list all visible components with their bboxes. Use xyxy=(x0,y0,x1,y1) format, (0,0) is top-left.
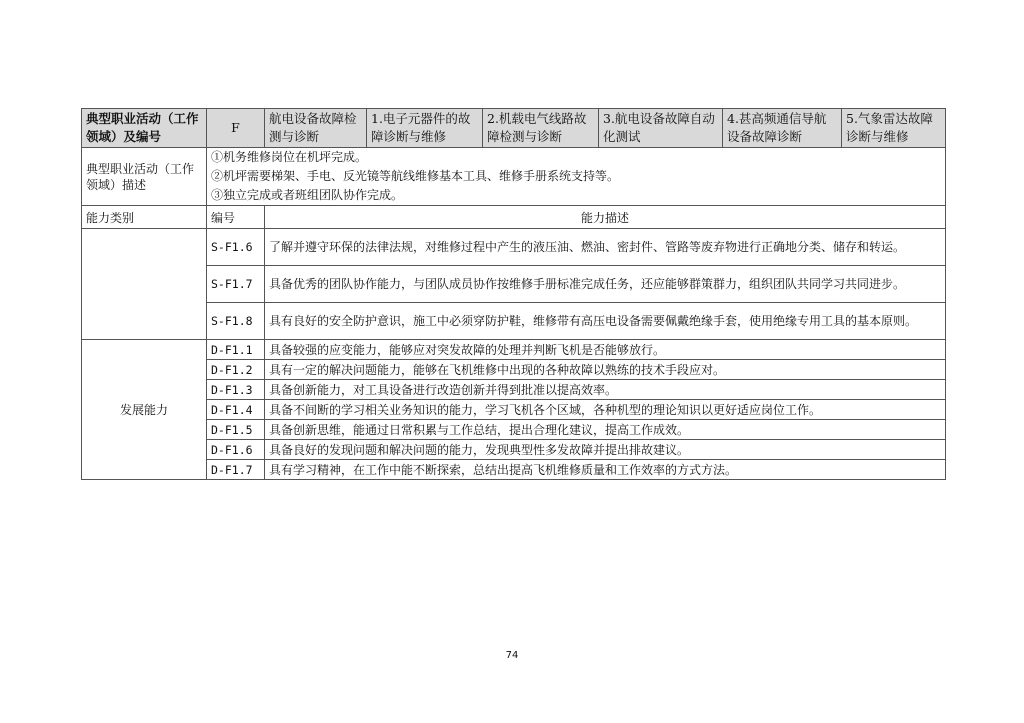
code-header: 编号 xyxy=(207,206,265,229)
activity-label: 典型职业活动（工作领域）及编号 xyxy=(82,109,207,148)
header-row xyxy=(82,109,946,148)
item-code: S-F1.7 xyxy=(207,266,265,303)
item-code: D-F1.4 xyxy=(207,400,265,420)
item-code: D-F1.7 xyxy=(207,460,265,480)
category-header: 能力类别 xyxy=(82,206,207,229)
d-category-cell: 发展能力 xyxy=(82,340,207,480)
task-4: 4.甚高频通信导航设备故障诊断 xyxy=(723,109,842,148)
task-3: 3.航电设备故障自动化测试 xyxy=(599,109,723,148)
item-text: 具备创新思维，能通过日常积累与工作总结，提出合理化建议，提高工作成效。 xyxy=(265,420,946,440)
table-row xyxy=(82,460,946,480)
competency-table xyxy=(81,108,946,480)
table-row xyxy=(82,360,946,380)
item-text: 了解并遵守环保的法律法规，对维修过程中产生的液压油、燃油、密封件、管路等废弃物进行正确地分类、储存和转运。 xyxy=(265,229,946,266)
column-header-row xyxy=(82,206,946,229)
table-row xyxy=(82,400,946,420)
table-row xyxy=(82,303,946,340)
item-code: D-F1.5 xyxy=(207,420,265,440)
table-row xyxy=(82,420,946,440)
description-line: ①机务维修岗位在机坪完成。 xyxy=(211,150,368,164)
item-code: D-F1.6 xyxy=(207,440,265,460)
description-line: ③独立完成或者班组团队协作完成。 xyxy=(211,188,404,202)
table-row xyxy=(82,266,946,303)
item-text: 具有良好的安全防护意识，施工中必须穿防护鞋，维修带有高压电设备需要佩戴绝缘手套，使用绝缘专用工具的基本原则。 xyxy=(265,303,946,340)
description-line: ②机坪需要梯架、手电、反光镜等航线维修基本工具、维修手册系统支持等。 xyxy=(211,169,620,183)
table-row xyxy=(82,229,946,266)
description-header: 能力描述 xyxy=(265,206,946,229)
activity-code: F xyxy=(207,109,265,148)
table-row xyxy=(82,380,946,400)
item-text: 具备创新能力，对工具设备进行改造创新并得到批准以提高效率。 xyxy=(265,380,946,400)
item-code: S-F1.6 xyxy=(207,229,265,266)
page-number: 74 xyxy=(505,650,519,661)
item-text: 具有一定的解决问题能力，能够在飞机维修中出现的各种故障以熟练的技术手段应对。 xyxy=(265,360,946,380)
s-category-cell xyxy=(82,229,207,340)
task-5: 5.气象雷达故障诊断与维修 xyxy=(842,109,946,148)
description-text xyxy=(207,148,946,206)
table-row xyxy=(82,340,946,360)
item-text: 具有学习精神，在工作中能不断探索，总结出提高飞机维修质量和工作效率的方式方法。 xyxy=(265,460,946,480)
table-row xyxy=(82,440,946,460)
item-text: 具备良好的发现问题和解决问题的能力，发现典型性多发故障并提出排故建议。 xyxy=(265,440,946,460)
item-text: 具备不间断的学习相关业务知识的能力，学习飞机各个区域，各种机型的理论知识以更好适应岗位工作。 xyxy=(265,400,946,420)
description-row xyxy=(82,148,946,206)
item-code: D-F1.3 xyxy=(207,380,265,400)
description-label: 典型职业活动（工作领域）描述 xyxy=(82,148,207,206)
task-1: 1.电子元器件的故障诊断与维修 xyxy=(367,109,483,148)
activity-title: 航电设备故障检测与诊断 xyxy=(265,109,367,148)
item-code: D-F1.2 xyxy=(207,360,265,380)
item-text: 具备优秀的团队协作能力，与团队成员协作按维修手册标准完成任务，还应能够群策群力，组织团队共同学习共同进步。 xyxy=(265,266,946,303)
item-code: D-F1.1 xyxy=(207,340,265,360)
item-text: 具备较强的应变能力，能够应对突发故障的处理并判断飞机是否能够放行。 xyxy=(265,340,946,360)
item-code: S-F1.8 xyxy=(207,303,265,340)
task-2: 2.机载电气线路故障检测与诊断 xyxy=(483,109,599,148)
